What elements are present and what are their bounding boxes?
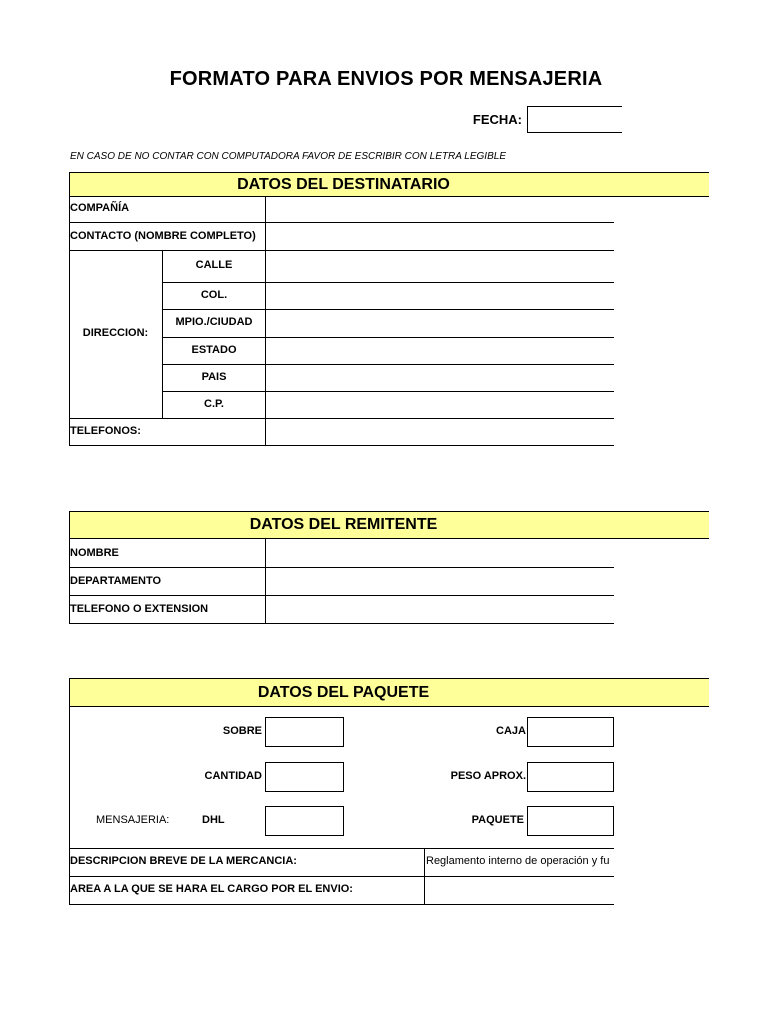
cantidad-field[interactable] [265, 762, 344, 792]
telefonos-field[interactable] [266, 419, 614, 445]
section-title: DATOS DEL REMITENTE [249, 516, 438, 533]
table-border [162, 250, 163, 418]
contacto-field[interactable] [266, 223, 614, 250]
section-header-destinatario [69, 172, 709, 197]
paquete-checkbox[interactable] [527, 806, 614, 836]
pais-field[interactable] [266, 365, 614, 391]
peso-field[interactable] [527, 762, 614, 792]
mensajeria-label: MENSAJERIA: [96, 814, 170, 826]
departamento-label: DEPARTAMENTO [70, 575, 162, 587]
caja-checkbox[interactable] [527, 717, 614, 747]
dhl-label: DHL [202, 814, 225, 826]
sobre-checkbox[interactable] [265, 717, 344, 747]
calle-field[interactable] [266, 251, 614, 282]
mpio-field[interactable] [266, 310, 614, 337]
nombre-field[interactable] [266, 540, 614, 567]
contacto-label: CONTACTO (NOMBRE COMPLETO) [70, 230, 256, 242]
mpio-label: MPIO./CIUDAD [175, 316, 253, 328]
dhl-checkbox[interactable] [265, 806, 344, 836]
row-divider [69, 904, 614, 905]
estado-label: ESTADO [191, 344, 237, 356]
estado-field[interactable] [266, 338, 614, 364]
pais-label: PAIS [201, 371, 227, 383]
instruction-note: EN CASO DE NO CONTAR CON COMPUTADORA FAVOR DE ESCRIBIR CON LETRA LEGIBLE [70, 151, 506, 162]
row-divider [69, 445, 614, 446]
telefonos-label: TELEFONOS: [70, 425, 141, 437]
telefono-label: TELEFONO O EXTENSION [70, 603, 209, 615]
row-divider [69, 623, 614, 624]
section-header-paquete [69, 678, 709, 707]
section-title: DATOS DEL DESTINATARIO [237, 175, 450, 193]
cp-field[interactable] [266, 392, 614, 418]
paquete-label: PAQUETE [471, 814, 524, 826]
section-title: DATOS DEL PAQUETE [257, 683, 430, 701]
fecha-field[interactable] [527, 106, 622, 133]
cp-label: C.P. [204, 398, 224, 410]
calle-label: CALLE [195, 259, 233, 271]
descripcion-label: DESCRIPCION BREVE DE LA MERCANCIA: [70, 855, 297, 867]
telefono-field[interactable] [266, 596, 614, 623]
cantidad-label: CANTIDAD [204, 770, 262, 782]
nombre-label: NOMBRE [70, 547, 119, 559]
row-divider [69, 848, 614, 849]
compania-label: COMPAÑÍA [70, 202, 130, 214]
page-title: FORMATO PARA ENVIOS POR MENSAJERIA [169, 68, 603, 90]
area-label: AREA A LA QUE SE HARA EL CARGO POR EL ENVIO: [70, 883, 353, 895]
col-label: COL. [200, 289, 228, 301]
descripcion-field[interactable]: Reglamento interno de operación y fu [426, 855, 610, 867]
peso-label: PESO APROX. [450, 770, 526, 782]
direccion-label: DIRECCION: [82, 327, 149, 339]
area-field[interactable] [425, 877, 614, 904]
col-field[interactable] [266, 283, 614, 309]
sobre-label: SOBRE [222, 725, 262, 737]
fecha-label: FECHA: [472, 112, 522, 127]
departamento-field[interactable] [266, 568, 614, 595]
compania-field[interactable] [266, 198, 614, 222]
section-header-remitente [69, 511, 709, 539]
caja-label: CAJA [496, 725, 526, 737]
